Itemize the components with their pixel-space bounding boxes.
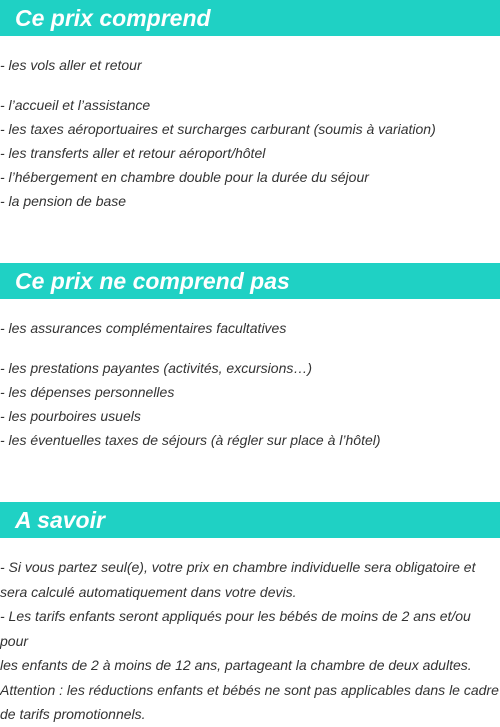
list-item: - la pension de base <box>0 193 127 209</box>
info-line: - Si vous partez seul(e), votre prix en chambre individuelle sera obligatoire et <box>0 559 476 575</box>
section-header-excludes: Ce prix ne comprend pas <box>0 263 500 299</box>
info-line: les enfants de 2 à moins de 12 ans, partageant la chambre de deux adultes. <box>0 657 472 673</box>
info-line: sera calculé automatiquement dans votre devis. <box>0 583 297 600</box>
list-item: - l’hébergement en chambre double pour la durée du séjour <box>0 169 369 185</box>
excludes-list <box>0 316 500 452</box>
list-item: - les taxes aéroportuaires et surcharges carburant (soumis à variation) <box>0 121 436 137</box>
includes-list <box>0 53 500 213</box>
section-header-info: A savoir <box>0 502 500 538</box>
list-item: - les pourboires usuels <box>0 408 141 424</box>
info-paragraph <box>0 555 500 727</box>
list-item: - l’accueil et l’assistance <box>0 97 151 113</box>
info-line: - Les tarifs enfants seront appliqués pour les bébés de moins de 2 ans et/ou pour <box>0 608 471 649</box>
list-item: - les dépenses personnelles <box>0 384 175 400</box>
section-header-includes: Ce prix comprend <box>0 0 500 36</box>
list-item: - les vols aller et retour <box>0 57 142 73</box>
list-item: - les assurances complémentaires facultatives <box>0 320 287 336</box>
list-item: - les transferts aller et retour aéroport/hôtel <box>0 145 266 161</box>
list-item: - les éventuelles taxes de séjours (à régler sur place à l’hôtel) <box>0 432 381 448</box>
info-line: de tarifs promotionnels. <box>0 706 146 722</box>
info-line: Attention : les réductions enfants et bébés ne sont pas applicables dans le cadre <box>0 681 499 698</box>
list-item: - les prestations payantes (activités, excursions…) <box>0 360 313 376</box>
